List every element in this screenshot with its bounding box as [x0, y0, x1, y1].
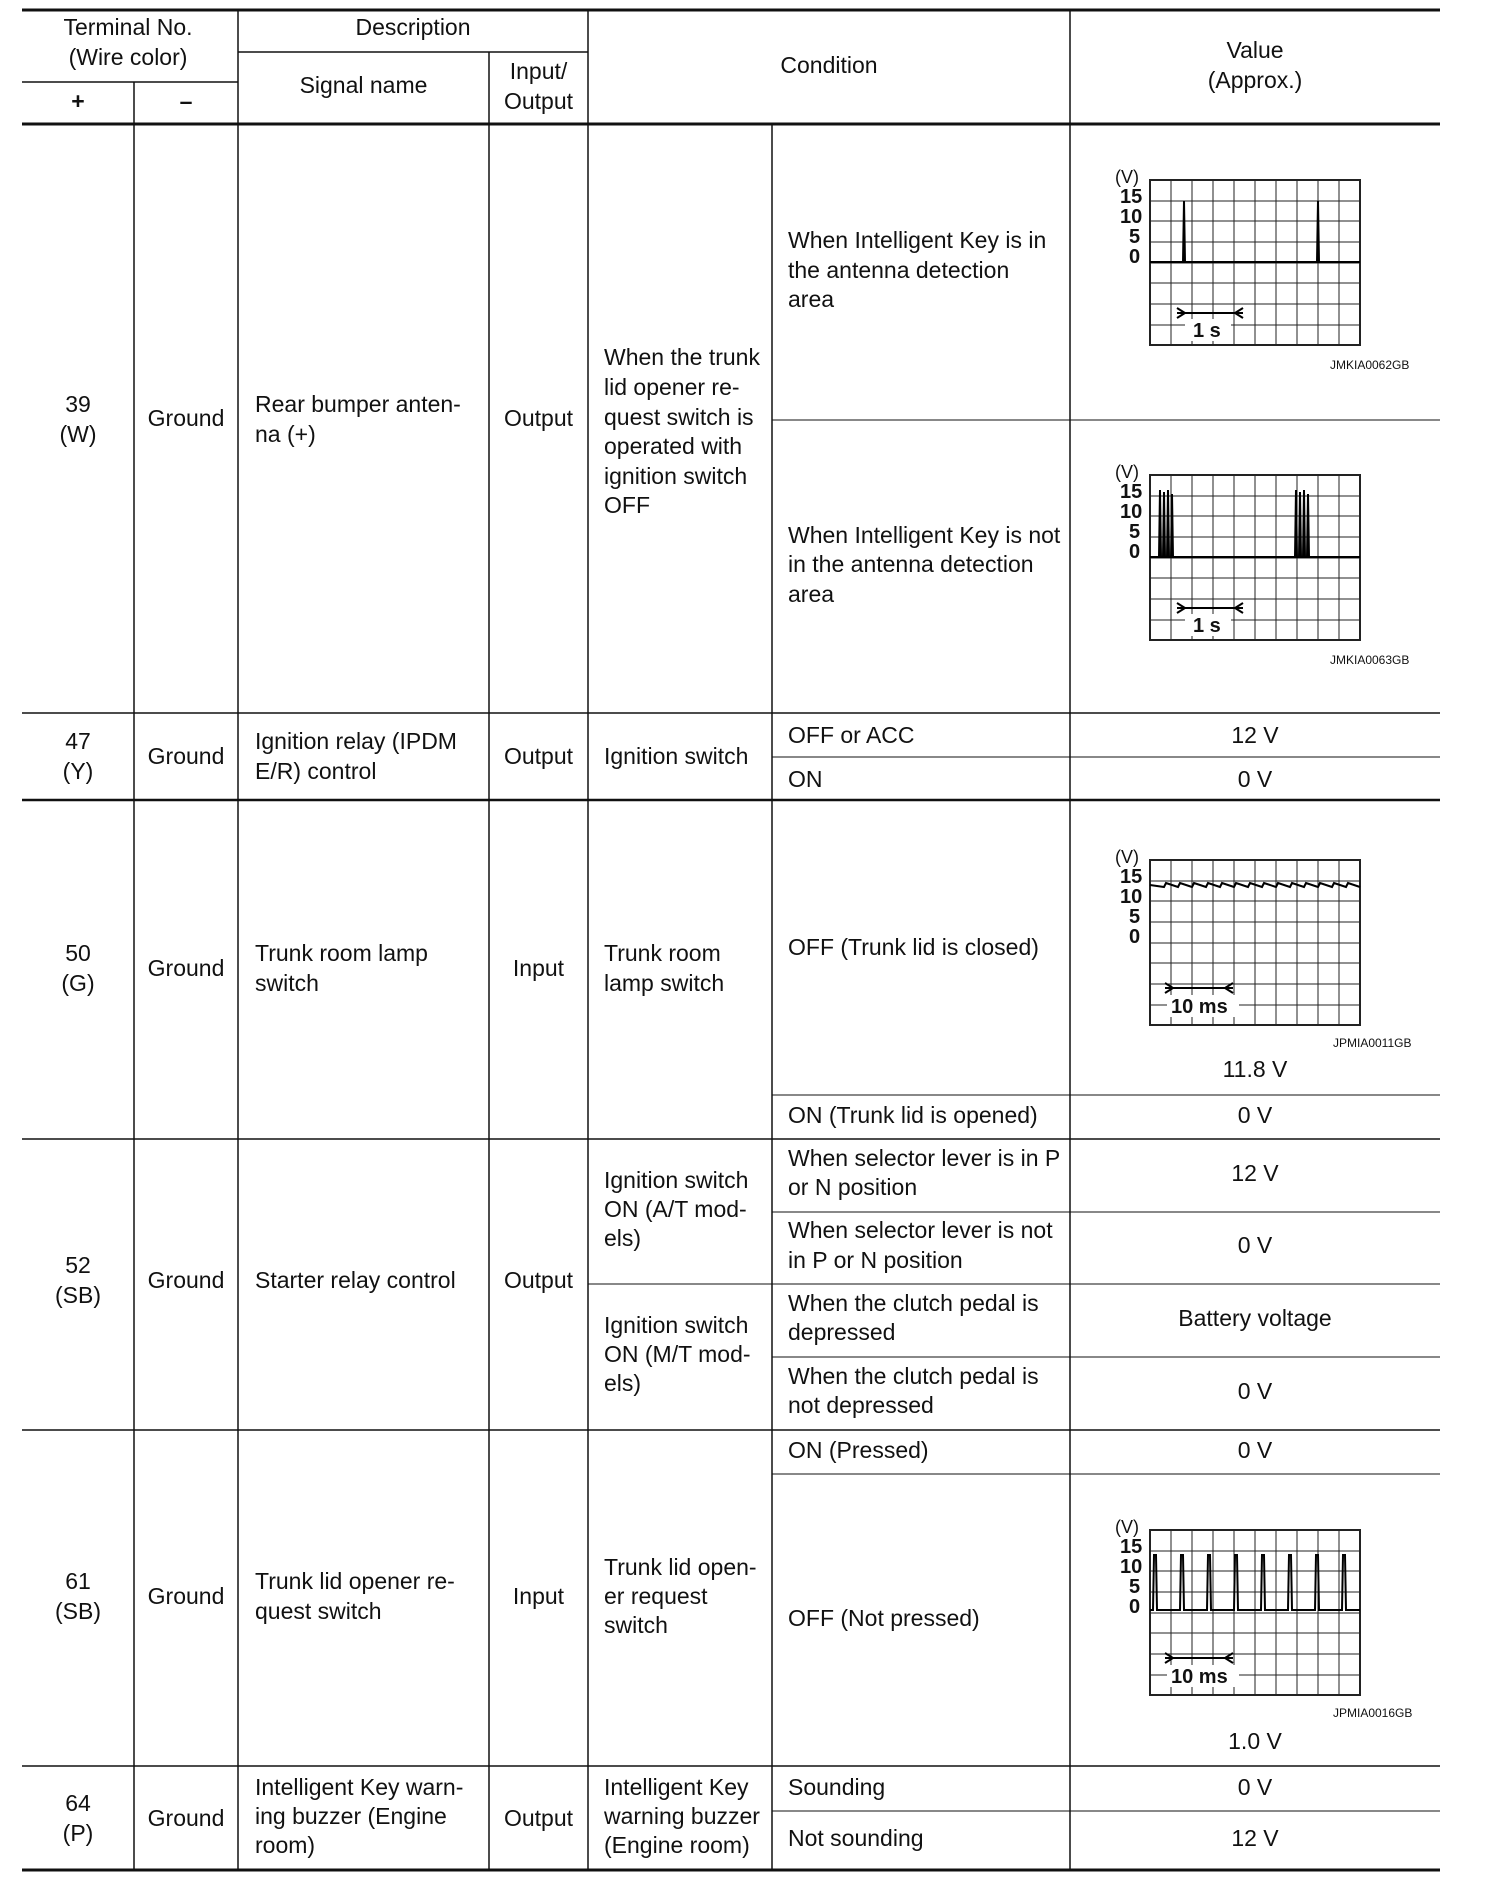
- terminal-52-val4: 0 V: [1237, 1378, 1273, 1404]
- terminal-52-cond-mt-line2: ON (M/T mod-: [604, 1341, 751, 1367]
- svg-text:0: 0: [1129, 541, 1141, 563]
- svg-text:0: 0: [1129, 1596, 1141, 1618]
- terminal-52-val2: 0 V: [1237, 1232, 1273, 1258]
- terminal-39-cond-line3: quest switch is: [604, 404, 754, 430]
- svg-text:5: 5: [1129, 521, 1141, 543]
- header-terminal-no: Terminal No.: [63, 14, 193, 40]
- terminal-61-signal-line1: Trunk lid opener re-: [255, 1568, 455, 1594]
- svg-text:(V): (V): [1115, 1517, 1139, 1537]
- terminal-52-cond-at-line2: ON (A/T mod-: [604, 1196, 747, 1222]
- terminal-61-signal-line2: quest switch: [255, 1598, 382, 1624]
- terminal-39-cond-line5: ignition switch: [604, 463, 748, 489]
- terminal-50-signal-line2: switch: [255, 970, 319, 996]
- terminal-61-cond-line1: Trunk lid open-: [604, 1554, 757, 1580]
- terminal-61-val1: 0 V: [1237, 1437, 1273, 1463]
- terminal-39-sub1-line1: When Intelligent Key is in: [788, 227, 1047, 253]
- terminal-64-number: 64: [65, 1790, 91, 1816]
- terminal-52-signal: Starter relay control: [255, 1267, 456, 1293]
- terminal-39-cond-line4: operated with: [604, 433, 743, 459]
- terminal-50-val2: 0 V: [1237, 1102, 1273, 1128]
- terminal-39-sub2-line2: in the antenna detection: [788, 551, 1034, 577]
- terminal-52-val3: Battery voltage: [1178, 1305, 1332, 1331]
- terminal-52-sub1-line2: or N position: [788, 1174, 918, 1200]
- terminal-52-sub3-line2: depressed: [788, 1319, 896, 1345]
- terminal-52-sub4-line2: not depressed: [788, 1392, 934, 1418]
- header-plus: +: [71, 88, 85, 114]
- terminal-64-val1: 0 V: [1237, 1774, 1273, 1800]
- terminal-52-sub4-line1: When the clutch pedal is: [788, 1363, 1039, 1389]
- header-signal-name: Signal name: [299, 72, 428, 98]
- terminal-47-cond: Ignition switch: [604, 743, 749, 769]
- terminal-47-wire: (Y): [62, 758, 94, 784]
- terminal-39-number: 39: [65, 391, 91, 417]
- svg-text:15: 15: [1120, 1536, 1143, 1558]
- terminal-64-sub2: Not sounding: [788, 1825, 924, 1851]
- terminal-50-number: 50: [65, 940, 91, 966]
- terminal-50-wire: (G): [61, 970, 95, 996]
- graph-id-jmkia0063gb: JMKIA0063GB: [1330, 653, 1410, 667]
- terminal-52-io: Output: [503, 1267, 574, 1293]
- terminal-39-io: Output: [503, 405, 574, 431]
- terminal-47-minus: Ground: [147, 743, 225, 769]
- terminal-52-sub3-line1: When the clutch pedal is: [788, 1290, 1039, 1316]
- terminal-50-cond-line1: Trunk room: [604, 940, 721, 966]
- terminal-61-sub2: OFF (Not pressed): [788, 1605, 980, 1631]
- svg-text:10: 10: [1120, 886, 1143, 908]
- terminal-64-signal-line3: room): [255, 1832, 316, 1858]
- terminal-64-cond-line1: Intelligent Key: [604, 1774, 749, 1800]
- terminal-61-wire: (SB): [55, 1598, 101, 1624]
- terminal-52-sub2-line1: When selector lever is not: [788, 1217, 1053, 1243]
- svg-text:0: 0: [1129, 926, 1141, 948]
- header-wire-color: (Wire color): [68, 44, 188, 70]
- header-description: Description: [355, 14, 471, 40]
- svg-text:1 s: 1 s: [1193, 615, 1221, 637]
- terminal-64-cond-line3: (Engine room): [604, 1832, 750, 1858]
- terminal-39-signal-line2: na (+): [255, 421, 316, 447]
- terminal-61-number: 61: [65, 1568, 91, 1594]
- terminal-47-number: 47: [65, 728, 91, 754]
- svg-text:5: 5: [1129, 226, 1141, 248]
- terminal-61-io: Input: [512, 1583, 565, 1609]
- svg-text:15: 15: [1120, 481, 1143, 503]
- terminal-47-val2: 0 V: [1237, 766, 1273, 792]
- terminal-39-sub2-line1: When Intelligent Key is not: [788, 522, 1061, 548]
- terminal-47-val1: 12 V: [1231, 722, 1279, 748]
- header-input-output-2: Output: [503, 88, 574, 114]
- terminal-64-wire: (P): [62, 1820, 94, 1846]
- header-value-2: (Approx.): [1207, 67, 1303, 93]
- terminal-50-cond-line2: lamp switch: [604, 970, 725, 996]
- terminal-47-signal-line2: E/R) control: [255, 758, 377, 784]
- terminal-39-wire: (W): [59, 421, 97, 447]
- terminal-50-val1: 11.8 V: [1222, 1056, 1288, 1082]
- header-minus: –: [179, 88, 193, 114]
- terminal-50-io: Input: [512, 955, 565, 981]
- terminal-47-io: Output: [503, 743, 574, 769]
- header-condition: Condition: [780, 52, 878, 78]
- svg-text:5: 5: [1129, 1576, 1141, 1598]
- terminal-39-signal-line1: Rear bumper anten-: [255, 391, 461, 417]
- terminal-52-number: 52: [65, 1252, 91, 1278]
- terminal-52-cond-at-line1: Ignition switch: [604, 1167, 749, 1193]
- terminal-50-signal-line1: Trunk room lamp: [255, 940, 428, 966]
- header-value-1: Value: [1226, 37, 1284, 63]
- graph-id-jpmia0011gb: JPMIA0011GB: [1333, 1036, 1412, 1050]
- svg-text:10: 10: [1120, 206, 1143, 228]
- terminal-52-wire: (SB): [55, 1282, 101, 1308]
- terminal-61-minus: Ground: [147, 1583, 225, 1609]
- terminal-50-minus: Ground: [147, 955, 225, 981]
- terminal-50-sub2: ON (Trunk lid is opened): [788, 1102, 1038, 1128]
- terminal-52-sub2-line2: in P or N position: [788, 1247, 963, 1273]
- svg-text:10 ms: 10 ms: [1171, 996, 1228, 1018]
- terminal-64-minus: Ground: [147, 1805, 225, 1831]
- terminal-39-sub2-line3: area: [788, 581, 835, 607]
- svg-text:15: 15: [1120, 186, 1143, 208]
- waveform-graph-jmkia0062gb: [1115, 165, 1365, 355]
- terminal-47-signal-line1: Ignition relay (IPDM: [255, 728, 457, 754]
- terminal-39-sub1-line2: the antenna detection: [788, 257, 1010, 283]
- terminal-61-cond-line2: er request: [604, 1583, 708, 1609]
- svg-text:(V): (V): [1115, 462, 1139, 482]
- svg-text:10: 10: [1120, 1556, 1143, 1578]
- terminal-39-cond-line1: When the trunk: [604, 344, 760, 370]
- svg-text:1 s: 1 s: [1193, 320, 1221, 342]
- svg-text:10 ms: 10 ms: [1171, 1666, 1228, 1688]
- header-input-output-1: Input/: [509, 58, 568, 84]
- terminal-47-sub2: ON: [788, 766, 823, 792]
- terminal-52-cond-mt-line3: els): [604, 1370, 642, 1396]
- terminal-64-signal-line2: ing buzzer (Engine: [255, 1803, 447, 1829]
- terminal-52-minus: Ground: [147, 1267, 225, 1293]
- terminal-64-sub1: Sounding: [788, 1774, 886, 1800]
- terminal-52-val1: 12 V: [1231, 1160, 1279, 1186]
- svg-text:0: 0: [1129, 246, 1141, 268]
- terminal-47-sub1: OFF or ACC: [788, 722, 915, 748]
- svg-text:(V): (V): [1115, 847, 1139, 867]
- waveform-graph-jpmia0016gb: [1115, 1515, 1365, 1705]
- terminal-64-signal-line1: Intelligent Key warn-: [255, 1774, 464, 1800]
- terminal-61-val2: 1.0 V: [1228, 1728, 1282, 1754]
- svg-text:(V): (V): [1115, 167, 1139, 187]
- waveform-graph-jpmia0011gb: [1115, 845, 1365, 1035]
- terminal-52-sub1-line1: When selector lever is in P: [788, 1145, 1061, 1171]
- svg-text:5: 5: [1129, 906, 1141, 928]
- terminal-39-sub1-line3: area: [788, 286, 835, 312]
- terminal-61-cond-line3: switch: [604, 1612, 668, 1638]
- terminal-52-cond-mt-line1: Ignition switch: [604, 1312, 749, 1338]
- svg-text:10: 10: [1120, 501, 1143, 523]
- svg-text:15: 15: [1120, 866, 1143, 888]
- terminal-50-sub1: OFF (Trunk lid is closed): [788, 934, 1039, 960]
- graph-id-jpmia0016gb: JPMIA0016GB: [1333, 1706, 1413, 1720]
- terminal-64-io: Output: [503, 1805, 574, 1831]
- terminal-39-cond-line2: lid opener re-: [604, 374, 740, 400]
- terminal-61-sub1: ON (Pressed): [788, 1437, 929, 1463]
- waveform-graph-jmkia0063gb: [1115, 460, 1365, 650]
- terminal-39-minus: Ground: [147, 405, 225, 431]
- terminal-64-val2: 12 V: [1231, 1825, 1279, 1851]
- terminal-39-cond-line6: OFF: [604, 492, 650, 518]
- terminal-52-cond-at-line3: els): [604, 1225, 642, 1251]
- terminal-64-cond-line2: warning buzzer: [604, 1803, 760, 1829]
- graph-id-jmkia0062gb: JMKIA0062GB: [1330, 358, 1410, 372]
